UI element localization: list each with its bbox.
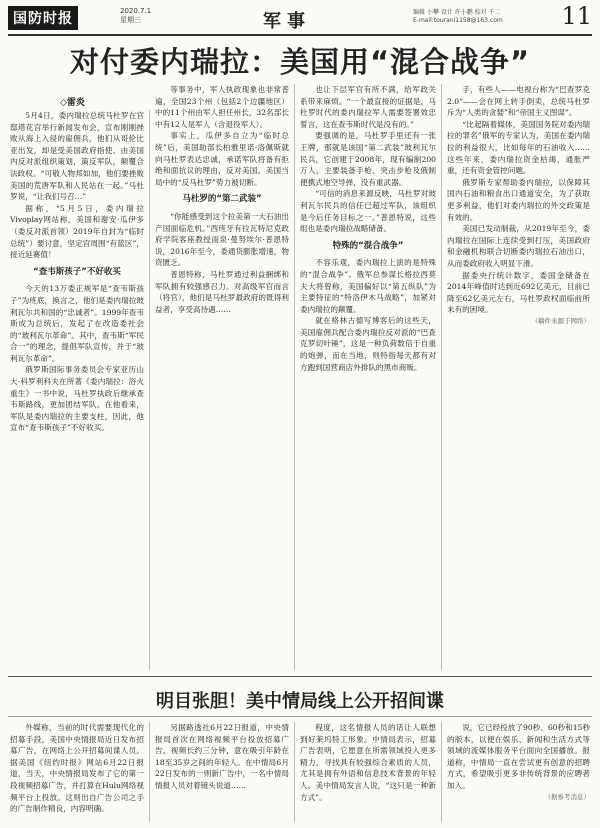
- headline-rule: [8, 716, 592, 717]
- paragraph: “可信的消息来源反映，马杜罗对玻利瓦尔民兵的信任已超过军队，该组织是今后任务目标之一。”普恩特说，这些组也是委内瑞拉战略储备。: [300, 189, 436, 234]
- paragraph: 据称，“5月5日，委内瑞拉Vivoplay网站称，美国和谢安·瓜伊多（委反对派首领）2019年自封为“临时总统”）要讨意，坚定宫周围“有蓝区”，接近延赛值！: [10, 203, 144, 260]
- subheading: 特殊的“混合战争”: [332, 240, 404, 251]
- column-divider: [149, 722, 150, 822]
- article1-column-4: [447, 84, 590, 670]
- article2-column-2: [155, 722, 289, 822]
- paragraph: “比起隔着媒体，美国国务院对委内瑞拉的罪名”俄军的专家认为，美国在委内瑞拉的利益很大，比如每年的石油收入……这些年来，委内瑞拉资金枯竭，通胀严重，还有资金管控问题。: [447, 119, 590, 176]
- second-headline: 明目张胆！美中情局线上公开招间谍: [156, 691, 444, 712]
- article-separator: [8, 676, 592, 677]
- issue-date: 2020.7.1 星期三: [120, 7, 152, 24]
- article2-column-3: [300, 722, 436, 822]
- article2-column-1: [10, 722, 144, 822]
- paragraph: 5月4日，委内瑞拉总统马杜罗在官邸塔花宫举行新闻发布会，宣布刚刚挫败从海上入侵的雇佣兵，他们从哥伦比亚出发，却是受美国政府指使、由美国内反对派组织策划，策反军队，颠覆合法政权。“可敬人物邦如加，他们要挫败美国的荒唐军队和人民站在一起。”马杜罗说，“让我们号召…”: [10, 111, 144, 202]
- main-headline: 对付委内瑞拉：美国用“混合战争”: [69, 45, 531, 79]
- paragraph: 俄罗斯专家帮助委内瑞拉，以保障其国内石油和粮食出口通道安全，为了获取更多利益，他们对委内瑞拉的外交政策是有效的。: [447, 177, 590, 222]
- source-note: （据参考消息）: [544, 792, 590, 801]
- masthead-rule: [8, 34, 592, 36]
- masthead: [8, 4, 592, 32]
- article1-column-2: [155, 84, 289, 670]
- paragraph: 另据路透社6月22日报道，中央情报局首次在网络视频平台投放招募广告，视频长约三分钟，意在吸引年龄在18至35岁之间的年轻人。在中情局6月22日发布的一则新广告中，一名中情局情报人员对着镜头说道……: [155, 723, 289, 790]
- byline: ◇雷炎: [60, 98, 85, 108]
- paragraph: 普恩特称，马杜罗通过利益捆绑和军队拥有较强感召力。对高级军官而言（将官），他们是马杜罗最政府的既得利益者，享受高待遇……: [155, 269, 289, 314]
- paragraph: 就在格林古德写博客后的这些天，美国雇佣兵配合委内瑞拉反对派的“巴查克罗切叶锤”，这是一种负荷数倍于自重的炮弹，而在当地，则特指每天都有对方跑到国营商店外排队的黑市商贩。: [300, 316, 436, 372]
- paragraph: 手，有些人——电视台称为“巴查罗克2.0”——会在网上转手倒卖，总统马杜罗斥为“人类的贪婪”和“帝国主义图谋”。: [447, 85, 590, 118]
- paragraph: 事实上，瓜伊多自立为“临时总统”后，美国助部长柏雅里诺·洛佩斯就向马杜罗表达忠诚，承诺军队将备有拒绝和面抗议的理由，反对美国。美国当局中的“反马杜罗”势力被切断。: [155, 131, 289, 187]
- paragraph: 等事务中，军人执政现象也非常普遍，全国23个州（包括2个边疆地区）中的11个州由军人担任州长，32名部长中有12人是军人（含退役军人）。: [155, 85, 289, 129]
- source-note: （稿件来源于网络）: [531, 316, 590, 325]
- column-divider: [441, 722, 442, 822]
- paragraph: 外媒称，当前的时代需要现代化的招募手段，美国中央情报局近日发布招募广告，在网络上公开招募间谍人员。据美国《纽约时报》网站6月22日报道，当天，中央情报局发布了它的第一段视频招募广告，并打算在Hulu网络视频平台上投放。这则出自广告公司之手的广告制作精良，内容明确。: [10, 723, 144, 814]
- column-divider: [149, 110, 150, 670]
- paragraph: 程度，这名情报人员的话让人联想到好莱坞特工形象。中情局表示，招募广告表明，它愿意在所需领域投入更多精力，寻找具有较强综合素质的人员，尤其是拥有外语和信息技术背景的年轻人。美中情局发言人说，“这只是一种新方式”。: [300, 723, 436, 802]
- paragraph: 俄罗斯国际事务委员会专家亚历山大·科罗利科夫在所著《委内瑞拉：浴火重生》一书中说，马杜罗执政后继承查韦斯路线，更加团结军队。在他看来，军队是委内瑞拉的主要支柱，因此，他宣布“查韦斯孩子”不好收买。: [10, 365, 144, 433]
- article1-column-3: [300, 84, 436, 670]
- paragraph: 今天的13万委正规军是“查韦斯孩子”为班底，换言之，他们是委内瑞拉玻利瓦尔共和国的“忠诚者”。1999年查韦斯成为总统后，发起了在改造委社会的“玻利瓦尔革命”。其中，查韦斯“军民合一”的理念，提倡军队宣传，并于“玻利瓦尔革命”。: [10, 284, 144, 363]
- column-divider: [441, 84, 442, 670]
- paragraph: “你能感受到这个拉美第一大石油出产国面临危机。”西班牙有拉瓦特尼克政府学院客座教授雨泉·曼努埃尔·普恩特说，2016年至今，委通货膨胀增速，物资匮乏。: [155, 211, 289, 268]
- section-title: 军事: [263, 11, 311, 32]
- editor-credits: 编辑 小攀 设计 许小鹏 校对 千二 E-mail:tourani1158@163.com: [413, 9, 503, 24]
- column-divider: [294, 722, 295, 822]
- subheading: “查韦斯孩子”不好收买: [33, 266, 121, 277]
- paragraph: 据委央行统计数字，委国金储备在2014年峰值时达到近692亿美元，目前已降至62亿美元左右，马杜罗政权面临前所未有的困境。: [447, 270, 590, 315]
- article1-column-1: [10, 110, 144, 670]
- paragraph: 也让下层军官有所不满，给军政关系带来麻烦。“一个最直接的证据是，马杜罗时代的委内瑞拉军人需要签署效忠誓言，这在查韦斯时代是没有的。”: [300, 85, 436, 129]
- paragraph: 要强调的是，马杜罗手里还有一张王牌，那就是该国“第二武装”玻利瓦尔民兵，它创建于2008年，现有编制200万人，主要装备手枪、突击步枪及俄制便携式地空导弹，没有重武器。: [300, 131, 436, 187]
- paragraph: 美国已发动制裁，从2019年至今，委内瑞拉在国际上连续受到打压，美国政府和金融机构联合切断委内瑞拉石油出口，从而委政府收入明显下滑。: [447, 224, 590, 268]
- paragraph: 不容乐观，委内瑞拉上演的是特殊的“混合战争”。俄军总参谋长格拉西莫夫大将曾称，美国偏好以“第五纵队”为主要特征的“特洛伊木马战略”，加紧对委内瑞拉的颠覆。: [300, 258, 436, 314]
- newspaper-logo: 国防时报: [8, 6, 78, 30]
- page-number: 11: [561, 2, 592, 30]
- column-divider: [294, 84, 295, 670]
- paragraph: 说，它已经投放了90秒、60秒和15秒的版本，以便在娱乐、新闻和生活方式等领域的流媒体服务平台面向全国播放。报道称，中情局一直在尝试更有创意的招聘方式，希望吸引更多非传统背景的应聘者加入。: [447, 723, 590, 790]
- article2-column-4: [447, 722, 590, 822]
- subheading: 马杜罗的“第二武装”: [182, 194, 262, 205]
